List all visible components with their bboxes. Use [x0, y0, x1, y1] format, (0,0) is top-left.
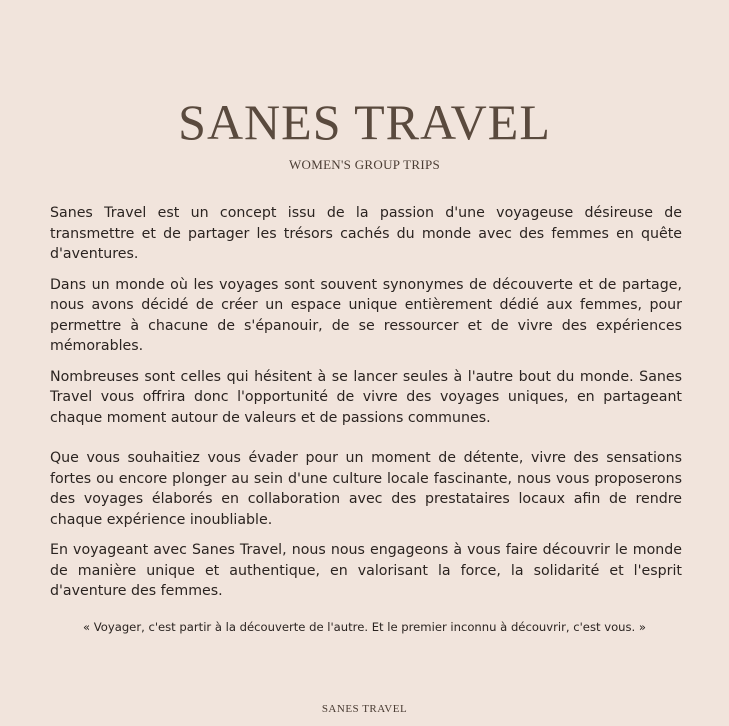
paragraph-offers: Que vous souhaitiez vous évader pour un moment de détente, vivre des sensations fortes ou encore plonger au sein d'une culture locale fascinante, nous vous proposerons des voyages élaborés en collaboration avec des prestataires locaux afin de rendre chaque expérience inoubliable.	[50, 450, 682, 528]
page-title: SANES TRAVEL	[178, 94, 551, 150]
paragraph-mission: Dans un monde où les voyages sont souvent synonymes de découverte et de partage, nous avons décidé de créer un espace unique entièrement dédié aux femmes, pour permettre à chacune de s'épanouir, de se ressourcer et de vivre des expériences mémorables.	[50, 276, 682, 354]
page-subtitle: WOMEN'S GROUP TRIPS	[288, 157, 441, 172]
paragraph-commitment: En voyageant avec Sanes Travel, nous nous engageons à vous faire découvrir le monde de manière unique et authentique, en valorisant la force, la solidarité et l'esprit d'aventure des femmes.	[50, 542, 682, 599]
closing-quote: « Voyager, c'est partir à la découverte de l'autre. Et le premier inconnu à découvrir, c'est vous. »	[82, 620, 647, 634]
paragraph-intro: Sanes Travel est un concept issu de la passion d'une voyageuse désireuse de transmettre et de partager les trésors cachés du monde avec des femmes en quête d'aventures.	[50, 205, 682, 262]
footer-brand: SANES TRAVEL	[321, 703, 408, 715]
body-text	[50, 203, 682, 612]
paragraph-opportunity: Nombreuses sont celles qui hésitent à se lancer seules à l'autre bout du monde. Sanes Travel vous offrira donc l'opportunité de vivre des voyages uniques, en partageant chaque moment autour de valeurs et de passions communes.	[50, 368, 682, 426]
